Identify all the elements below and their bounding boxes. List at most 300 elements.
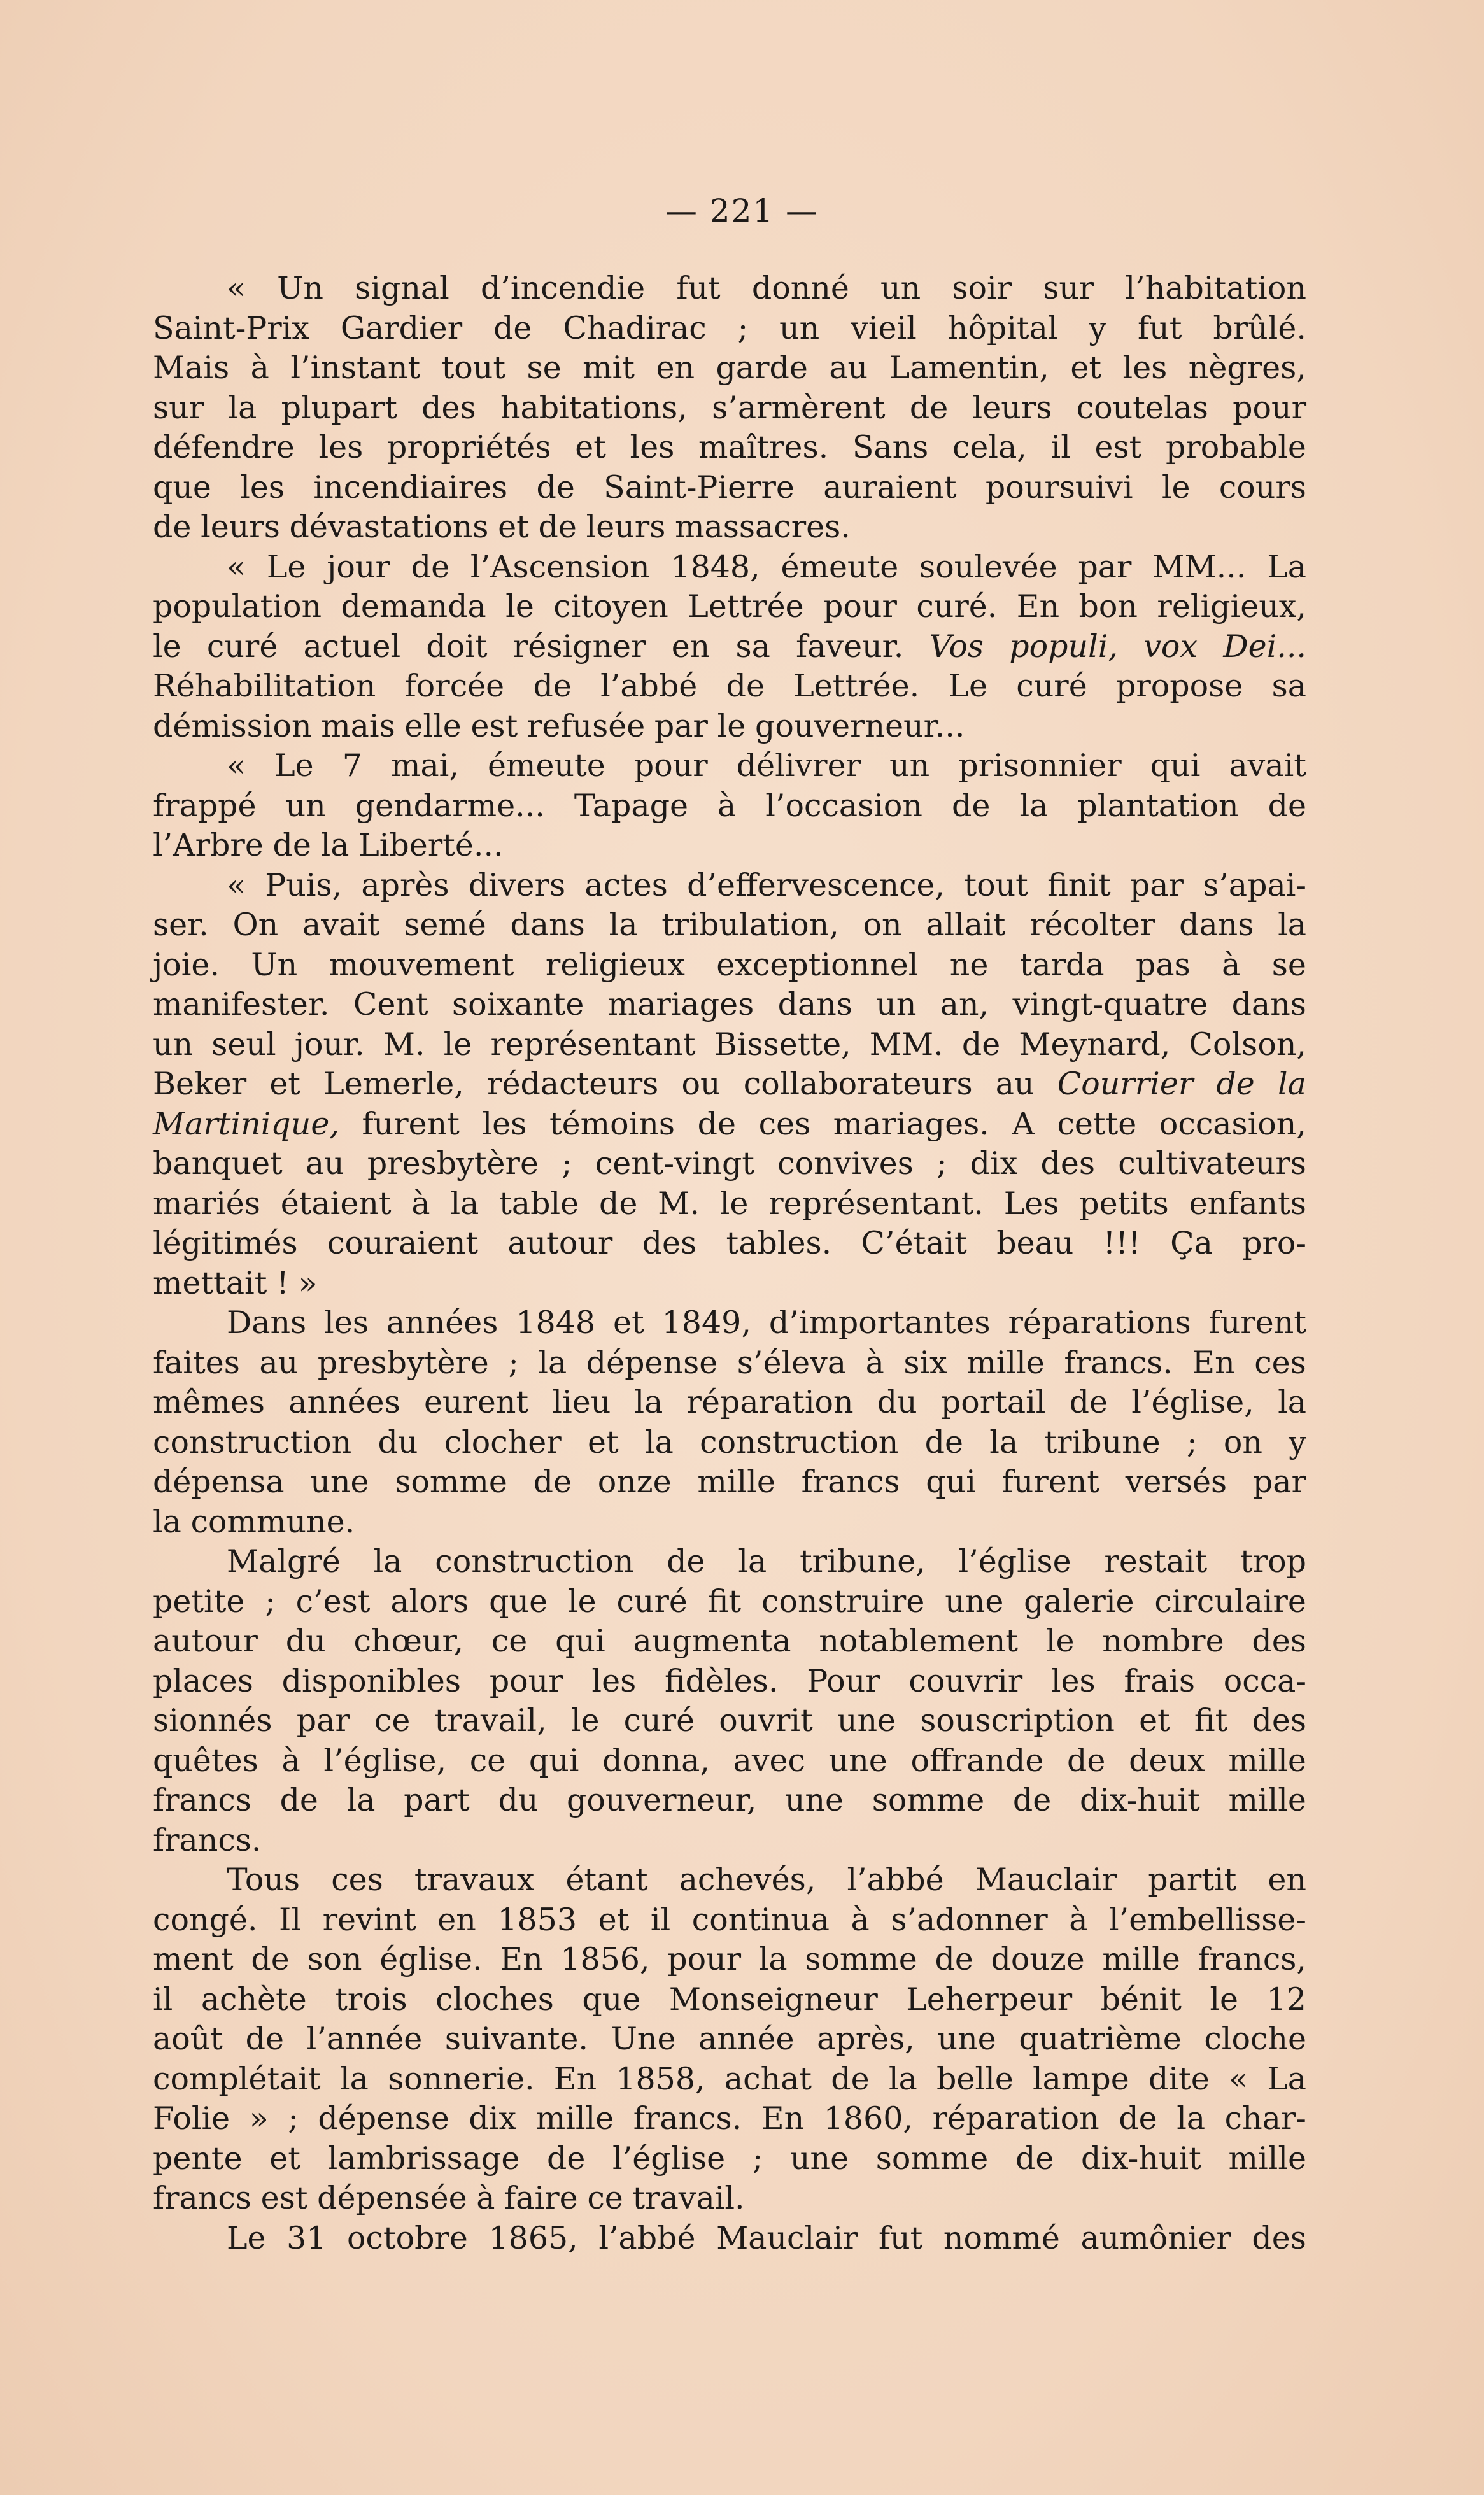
word: soixante <box>451 986 584 1022</box>
word: forcée <box>404 668 505 704</box>
word: fit <box>707 1583 742 1620</box>
word: d’importantes <box>768 1304 991 1341</box>
page-number: — 221 — <box>665 192 819 229</box>
word: dépensée <box>317 2180 467 2216</box>
word: citoyen <box>553 588 668 625</box>
text-line <box>153 1502 1306 1543</box>
word: mariages. <box>833 1105 989 1142</box>
word: et <box>269 2140 300 2177</box>
word: sionnés <box>153 1702 272 1739</box>
word: de <box>538 509 577 545</box>
text-line <box>153 786 1306 826</box>
word: l’église, <box>1131 1384 1254 1420</box>
text-line <box>153 1781 1306 1821</box>
word: aumônier <box>1080 2219 1231 2256</box>
text-line <box>153 1462 1306 1502</box>
word: somme <box>395 1464 507 1500</box>
word: mettait <box>153 1264 267 1301</box>
word: la <box>1278 1384 1306 1420</box>
word: et <box>269 1066 301 1102</box>
word: ! <box>276 1264 289 1301</box>
word: Colson, <box>1189 1026 1306 1063</box>
text-line <box>153 2139 1306 2179</box>
word: la <box>758 1941 788 1977</box>
word: jour <box>327 548 390 585</box>
text-line <box>153 1542 1306 1582</box>
word: de <box>1012 1782 1052 1818</box>
word: Meynard, <box>1019 1026 1171 1063</box>
word: de <box>726 668 765 704</box>
word: dans <box>1231 986 1306 1022</box>
word: mille <box>1228 1742 1306 1779</box>
word: les <box>1122 350 1168 386</box>
word: cloche <box>1204 2021 1306 2057</box>
word: couvrir <box>908 1662 1023 1699</box>
word: du <box>378 1424 418 1460</box>
word: Folie <box>153 2100 230 2137</box>
word: sonnerie. <box>388 2060 535 2097</box>
word: Puis, <box>265 866 343 903</box>
word: 12 <box>1266 1981 1306 2018</box>
word: La <box>1267 548 1306 585</box>
word: de <box>1069 1384 1108 1420</box>
word: beau <box>996 1225 1074 1261</box>
text-line <box>153 627 1306 667</box>
word: quatrième <box>1019 2021 1182 2057</box>
word: c’est <box>295 1583 371 1620</box>
word: du <box>877 1384 917 1420</box>
word: avec <box>733 1742 805 1779</box>
word: curé. <box>916 588 998 625</box>
text-line <box>153 985 1306 1025</box>
word: tribune <box>1044 1424 1161 1460</box>
word: somme <box>872 1782 985 1818</box>
word: le <box>443 1026 472 1063</box>
text-line <box>153 2060 1306 2100</box>
word: ce <box>587 2180 623 2216</box>
word: ; <box>752 2140 763 2177</box>
word: presbytère <box>317 1344 489 1381</box>
word: dans <box>1179 907 1254 943</box>
word: On <box>232 907 279 943</box>
word: Lettrée <box>688 588 804 625</box>
word: ces <box>331 1862 383 1898</box>
word: ser. <box>153 907 209 943</box>
word: joie. <box>153 946 220 983</box>
word: Liberté... <box>358 827 504 863</box>
word: dix <box>469 2100 517 2137</box>
word: au <box>995 1066 1035 1102</box>
word: au <box>259 1344 299 1381</box>
word: s’éleva <box>737 1344 847 1381</box>
text-line <box>153 1144 1306 1184</box>
word: complétait <box>153 2060 321 2097</box>
word: l’année <box>306 2021 423 2057</box>
word: mit <box>583 350 635 386</box>
word: garde <box>716 350 808 386</box>
word: finit <box>1047 866 1111 903</box>
word: de <box>245 2021 284 2057</box>
word: mouvement <box>329 946 514 983</box>
word: qui <box>555 1623 605 1659</box>
word: de <box>924 1424 964 1460</box>
word: semé <box>404 907 486 943</box>
word: « <box>1228 2060 1248 2097</box>
word: plupart <box>281 389 397 426</box>
word: les <box>1050 1662 1096 1699</box>
word: dix <box>970 1145 1018 1182</box>
word: et <box>1139 1702 1170 1739</box>
word: Leherpeur <box>906 1981 1073 2018</box>
word: Le <box>266 548 306 585</box>
word: année <box>698 2021 795 2057</box>
word: incendiaires <box>313 469 508 505</box>
word: y <box>1089 309 1107 346</box>
text-line <box>153 548 1306 588</box>
word: ce <box>469 1742 506 1779</box>
word: l’église <box>612 2140 726 2177</box>
word: Les <box>1003 1185 1059 1222</box>
word: nègres, <box>1188 350 1306 386</box>
text-line <box>153 746 1306 786</box>
word: tout <box>441 350 506 386</box>
text-line <box>153 667 1306 707</box>
word: construction <box>700 1424 899 1460</box>
word: ; <box>265 1583 276 1620</box>
text-line <box>153 2099 1306 2139</box>
word: Saint-Prix <box>153 309 309 346</box>
word: construire <box>761 1583 925 1620</box>
text-line <box>153 1821 1306 1861</box>
word: douze <box>991 1941 1085 1977</box>
word: l’habitation <box>1125 270 1306 306</box>
word: leurs <box>972 389 1052 426</box>
word: y <box>1289 1424 1306 1460</box>
word: Chadirac <box>563 309 707 346</box>
word: donné <box>751 270 849 306</box>
word: galerie <box>1024 1583 1134 1620</box>
word: pente <box>153 2140 243 2177</box>
text-line <box>153 1900 1306 1940</box>
word: cours <box>1219 469 1306 505</box>
text-line <box>153 1980 1306 2020</box>
word: doit <box>426 628 488 665</box>
word: il <box>650 1901 671 1938</box>
word: que <box>582 1981 641 2018</box>
word: 7 <box>342 747 362 784</box>
word: gouverneur, <box>567 1782 757 1818</box>
word: furent <box>1208 1304 1306 1341</box>
word: après, <box>817 2021 915 2057</box>
word: soulevée <box>919 548 1057 585</box>
word: une <box>828 1742 887 1779</box>
word: an, <box>940 986 989 1022</box>
word: étaient <box>280 1185 392 1222</box>
word: prisonnier <box>958 747 1122 784</box>
word: ; <box>936 1145 947 1182</box>
word: il <box>153 1981 173 2018</box>
word: C’était <box>861 1225 967 1261</box>
text-line <box>153 1184 1306 1224</box>
word: à <box>865 1344 884 1381</box>
word: émeute <box>488 747 605 784</box>
text-line <box>153 1383 1306 1423</box>
word: de <box>961 1026 1001 1063</box>
word: l’abbé <box>847 1862 944 1898</box>
word: furent <box>1001 1464 1099 1500</box>
word: continua <box>691 1901 830 1938</box>
word: francs, <box>1198 1941 1306 1977</box>
word: mais <box>321 707 395 744</box>
word: 1848 <box>516 1304 596 1341</box>
word: par <box>1078 548 1132 585</box>
word: Dans <box>227 1304 307 1341</box>
word: de <box>536 469 575 505</box>
word: 1860, <box>823 2100 914 2137</box>
word: onze <box>597 1464 672 1500</box>
word: curé <box>616 1583 688 1620</box>
word: presbytère <box>367 1145 539 1182</box>
word: l’Arbre <box>153 827 264 863</box>
word: cloches <box>435 1981 554 2018</box>
word: son <box>307 1941 362 1977</box>
word: allait <box>926 907 1006 943</box>
word: de <box>1119 2100 1157 2137</box>
word: récolter <box>1029 907 1155 943</box>
word: pro- <box>1242 1225 1306 1261</box>
word: mariés <box>153 1185 260 1222</box>
word: Courrier <box>1057 1066 1194 1102</box>
word: en <box>437 1901 476 1938</box>
word: un <box>153 1026 194 1063</box>
word: « <box>227 747 246 784</box>
word: alors <box>390 1583 469 1620</box>
word: un <box>779 309 820 346</box>
word: mille <box>535 2100 614 2137</box>
text-line <box>153 309 1306 349</box>
text-line <box>153 1582 1306 1622</box>
text-line <box>153 945 1306 986</box>
word: M. <box>383 1026 425 1063</box>
word: gouverneur... <box>754 707 965 744</box>
word: autour <box>153 1623 258 1659</box>
word: un <box>889 747 930 784</box>
text-line <box>153 2179 1306 2219</box>
word: 1849, <box>661 1304 751 1341</box>
word: qui <box>926 1464 976 1500</box>
word: sa <box>1271 668 1306 704</box>
word: » <box>298 1264 318 1301</box>
word: août <box>153 2021 223 2057</box>
word: ne <box>949 946 989 983</box>
text-line <box>153 707 1306 747</box>
word: Réhabilitation <box>153 668 376 704</box>
word: au <box>829 350 868 386</box>
word: l’instant <box>290 350 421 386</box>
word: du <box>498 1782 539 1818</box>
word: la <box>738 1543 767 1580</box>
word: se <box>526 350 562 386</box>
word: la <box>1278 1066 1306 1102</box>
word: du <box>285 1623 326 1659</box>
text-line <box>153 1860 1306 1900</box>
word: ce <box>374 1702 411 1739</box>
word: Monseigneur <box>668 1981 878 2018</box>
text-line <box>153 826 1306 866</box>
word: curé <box>206 628 278 665</box>
word: Ça <box>1170 1225 1213 1261</box>
word: à <box>411 1185 430 1222</box>
word: d’incendie <box>480 270 646 306</box>
word: de <box>1268 787 1306 824</box>
word: ; <box>288 2100 299 2137</box>
text-line <box>153 2019 1306 2060</box>
word: et <box>1070 350 1102 386</box>
word: de <box>251 1941 290 1977</box>
word: bon <box>1078 588 1138 625</box>
word: ; <box>562 1145 572 1182</box>
word: pas <box>1136 946 1191 983</box>
word: A <box>1012 1105 1035 1142</box>
word: de <box>831 2060 870 2097</box>
word: est <box>470 707 518 744</box>
word: Mauclair <box>716 2219 858 2256</box>
word: vieil <box>851 309 917 346</box>
word: de <box>533 1464 572 1500</box>
text-line <box>153 1025 1306 1065</box>
word: rédacteurs <box>487 1066 659 1102</box>
word: pour <box>1233 389 1306 426</box>
word: la <box>538 1344 567 1381</box>
word: dépense <box>318 2100 449 2137</box>
word: la <box>1019 787 1049 824</box>
word: lieu <box>552 1384 611 1420</box>
word: avait <box>1229 747 1306 784</box>
word: par <box>1252 1464 1306 1500</box>
word: Beker <box>153 1066 247 1102</box>
word: petite <box>153 1583 245 1620</box>
word: En <box>500 1941 543 1977</box>
word: que <box>489 1583 548 1620</box>
word: Malgré <box>227 1543 341 1580</box>
word: fut <box>878 2219 923 2256</box>
word: six <box>903 1344 947 1381</box>
word: mille <box>1228 1782 1306 1818</box>
word: Un <box>251 946 298 983</box>
word: en <box>656 350 695 386</box>
word: Le <box>948 668 987 704</box>
word: banquet <box>153 1145 283 1182</box>
text-line <box>153 1343 1306 1383</box>
word: les <box>591 1662 637 1699</box>
word: cela, <box>952 429 1027 465</box>
word: ces <box>1254 1344 1306 1381</box>
word: dans <box>510 907 585 943</box>
text-line <box>153 1741 1306 1781</box>
word: Cent <box>353 986 428 1022</box>
word: s’armèrent <box>712 389 886 426</box>
word: habitations, <box>500 389 688 426</box>
word: l’abbé <box>600 668 698 704</box>
word: frais <box>1124 1662 1196 1699</box>
word: une <box>789 2140 849 2177</box>
word: s’adonner <box>891 1901 1048 1938</box>
word: nommé <box>943 2219 1060 2256</box>
word: En <box>761 2100 805 2137</box>
word: de <box>411 548 450 585</box>
word: francs <box>153 2180 251 2216</box>
word: fidèles. <box>665 1662 779 1699</box>
word: coutelas <box>1076 389 1208 426</box>
word: le <box>719 1185 749 1222</box>
word: le <box>1210 1981 1239 2018</box>
text-line <box>153 1940 1306 1980</box>
word: 31 <box>286 2219 327 2256</box>
word: mille <box>1228 2140 1306 2177</box>
word: de <box>1067 1742 1106 1779</box>
word: francs <box>153 1782 251 1818</box>
word: autour <box>507 1225 613 1261</box>
text-line <box>153 468 1306 508</box>
word: population <box>153 588 322 625</box>
word: des <box>421 389 476 426</box>
word: soir <box>952 270 1012 306</box>
word: tout <box>964 866 1028 903</box>
word: chœur, <box>353 1623 464 1659</box>
word: convives <box>777 1145 914 1182</box>
word: 1856, <box>560 1941 650 1977</box>
text-line <box>153 348 1306 388</box>
word: de <box>909 389 949 426</box>
word: Dei... <box>1223 628 1306 665</box>
word: la <box>609 907 638 943</box>
word: belle <box>936 2060 1014 2097</box>
word: MM... <box>1152 548 1247 585</box>
word: construction <box>153 1424 352 1460</box>
word: occa- <box>1223 1662 1306 1699</box>
word: couraient <box>327 1225 479 1261</box>
word: suivante. <box>444 2021 588 2057</box>
word: témoins <box>549 1105 675 1142</box>
word: mêmes <box>153 1384 265 1420</box>
word: étant <box>565 1862 648 1898</box>
word: achat <box>724 2060 812 2097</box>
word: Saint-Pierre <box>604 469 795 505</box>
text-line <box>153 1264 1306 1304</box>
word: l’embellisse- <box>1109 1901 1306 1938</box>
word: pour <box>667 1941 742 1977</box>
word: propose <box>1115 668 1243 704</box>
word: disponibles <box>281 1662 462 1699</box>
word: au <box>305 1145 344 1182</box>
word: de <box>952 787 991 824</box>
text-line <box>153 1064 1306 1105</box>
word: refusée <box>526 707 646 744</box>
word: dans <box>777 986 852 1022</box>
word: En <box>1016 588 1060 625</box>
word: leurs <box>201 509 280 545</box>
word: part <box>404 1782 470 1818</box>
word: religieux, <box>1157 588 1306 625</box>
text-line <box>153 507 1306 548</box>
word: ment <box>153 1941 234 1977</box>
word: achète <box>201 1981 307 2018</box>
word: ; <box>1187 1424 1198 1460</box>
word: une <box>837 1702 896 1739</box>
word: tarda <box>1019 946 1105 983</box>
word: en <box>671 628 710 665</box>
word: ; <box>737 309 749 346</box>
